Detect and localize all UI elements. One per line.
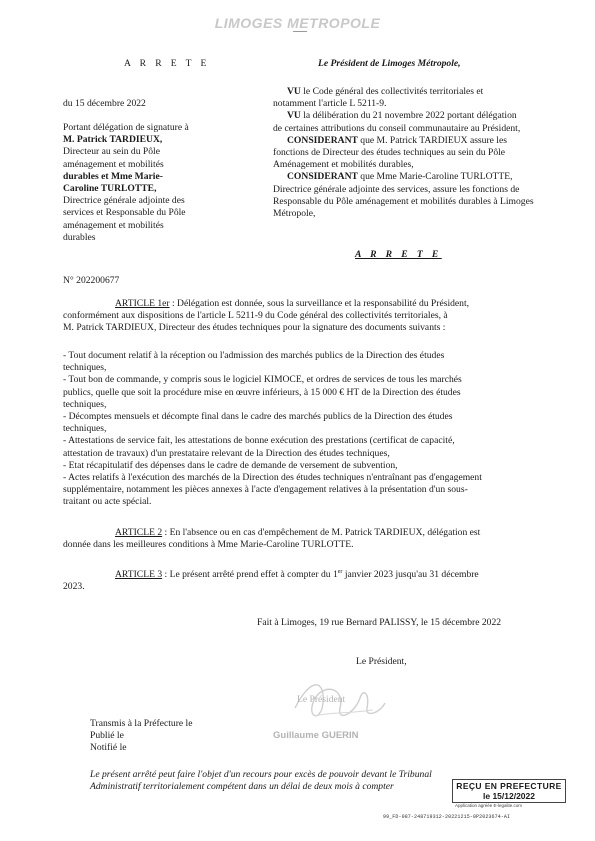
delegated-items bbox=[63, 350, 558, 509]
preamble-text: que M. Patrick TARDIEUX assure les bbox=[357, 134, 507, 146]
preamble-text: de certaines attributions du conseil communautaire au Président, bbox=[273, 122, 521, 134]
summary-line: Directrice générale adjointe des bbox=[63, 195, 185, 207]
decree-date: du 15 décembre 2022 bbox=[63, 98, 146, 109]
transmission-block bbox=[90, 718, 192, 755]
preamble-text: la délibération du 21 novembre 2022 portant délégation bbox=[300, 110, 517, 122]
preamble-lead: VU bbox=[287, 86, 301, 97]
summary-line: aménagement et mobilités bbox=[63, 219, 164, 231]
summary-line: Portant délégation de signature à bbox=[63, 122, 189, 133]
list-item-line: - Etat récapitulatif des dépenses dans le cadre de demande de versement de subvention, bbox=[63, 459, 398, 471]
article-text: M. Patrick TARDIEUX, Directeur des études techniques pour la signature des documents suivants : bbox=[63, 322, 446, 334]
summary-line: Directeur au sein du Pôle bbox=[63, 146, 160, 158]
stamp-received: REÇU EN PREFECTURE bbox=[456, 781, 562, 791]
list-item-line: techniques, bbox=[63, 362, 107, 374]
place-and-date: Fait à Limoges, 19 rue Bernard PALISSY, le 15 décembre 2022 bbox=[257, 617, 502, 628]
list-item-line: supplémentaire, notamment les pièces annexes à l'acte d'engagement relatives à la présentation d'un sous- bbox=[63, 484, 468, 496]
preamble-lead: VU bbox=[287, 110, 301, 122]
list-item bbox=[63, 411, 558, 435]
list-item-line: - Décomptes mensuels et décompte final dans le cadre des marchés publics de la Direction des études bbox=[63, 411, 453, 423]
superscript: er bbox=[337, 569, 343, 575]
article-text: donnée dans les meilleures conditions à Mme Marie-Caroline TURLOTTE. bbox=[63, 539, 354, 551]
transmission-line: Transmis à la Préfecture le bbox=[90, 718, 193, 729]
list-item-line: - Tout document relatif à la réception ou l'admission des marchés publics de la Direction des études bbox=[63, 350, 445, 361]
list-item-line: traitant ou acte spécial. bbox=[63, 496, 152, 508]
arrete-heading-center: A R R E T E bbox=[355, 249, 442, 260]
preamble-text: Responsable du Pôle aménagement et mobilités durables à Limoges bbox=[273, 195, 534, 207]
decree-number: N° 202200677 bbox=[63, 275, 120, 286]
article-text: janvier 2023 jusqu'au 31 décembre bbox=[342, 569, 479, 581]
article-2-label: ARTICLE 2 bbox=[115, 527, 163, 538]
list-item-line: - Actes relatifs à l'exécution des marchés de la Direction des études techniques n'entraînant pas d'engagement bbox=[63, 472, 482, 484]
list-item-line: techniques, bbox=[63, 423, 107, 435]
appeal-notice-line: Administratif territorialement compétent dans un délai de deux mois à compter bbox=[90, 781, 394, 793]
preamble-text: Métropole, bbox=[273, 208, 316, 220]
transmission-code: 99_FD-087-248719312-20221215-0P2023674-AI bbox=[383, 814, 511, 820]
signatory-title: Le Président, bbox=[356, 656, 407, 667]
president-heading: Le Président de Limoges Métropole, bbox=[318, 58, 461, 69]
transmission-line: Notifié le bbox=[90, 742, 127, 754]
preamble-lead: CONSIDERANT bbox=[287, 134, 358, 146]
transmission-line: Publié le bbox=[90, 730, 124, 742]
arrete-heading-left: A R R E T E bbox=[124, 58, 210, 69]
summary-line: durables et Mme Marie- bbox=[63, 170, 163, 182]
list-item-line: techniques, bbox=[63, 398, 107, 410]
article-text: : En l'absence ou en cas d'empêchement de M. Patrick TARDIEUX, délégation est bbox=[162, 527, 481, 538]
article-text: 2023. bbox=[63, 581, 85, 593]
prefecture-receipt-stamp bbox=[452, 779, 566, 803]
preamble bbox=[273, 86, 558, 220]
list-item bbox=[63, 460, 558, 472]
preamble-text: fonctions de Directeur des études techniques au sein du Pôle bbox=[273, 147, 506, 159]
preamble-text: Directrice générale adjointe des services, assure les fonctions de bbox=[273, 183, 520, 195]
article-3-label: ARTICLE 3 bbox=[115, 569, 163, 581]
title-divider bbox=[293, 31, 307, 32]
signatory-name: Guillaume GUERIN bbox=[273, 730, 359, 741]
list-item-line: - Attestations de service fait, les attestations de bonne exécution des prestations (certificat de capacité, bbox=[63, 435, 455, 447]
summary-line: Caroline TURLOTTE, bbox=[63, 183, 157, 195]
summary-line: services et Responsable du Pôle bbox=[63, 207, 186, 219]
faded-signatory-title: Le Président bbox=[297, 694, 346, 705]
summary-line: aménagement et mobilités bbox=[63, 158, 164, 170]
stamp-date: le 15/12/2022 bbox=[483, 791, 535, 801]
summary-line: durables bbox=[63, 231, 96, 243]
preamble-text: Aménagement et mobilités durables, bbox=[273, 159, 414, 171]
list-item-line: - Tout bon de commande, y compris sous le logiciel KIMOCE, et ordres de services de tous les marchés bbox=[63, 374, 462, 386]
preamble-text: notamment l'article L 5211-9. bbox=[273, 98, 387, 110]
decree-summary bbox=[63, 122, 213, 244]
list-item bbox=[63, 472, 558, 509]
list-item-line: publics, quelle que soit la procédure mise en œuvre inférieurs, à 15 000 € HT de la Direction des études bbox=[63, 386, 461, 398]
stamp-application-note: Application agréée E-legalite.com bbox=[455, 803, 523, 808]
article-text: : Le présent arrêté prend effet à compter du 1 bbox=[162, 569, 338, 581]
article-2 bbox=[63, 527, 558, 551]
list-item bbox=[63, 374, 558, 411]
article-text: conformément aux dispositions de l'article L 5211-9 du Code général des collectivités territoriales, à bbox=[63, 310, 448, 322]
article-1-label: ARTICLE 1er bbox=[115, 298, 170, 309]
list-item bbox=[63, 350, 558, 374]
article-3 bbox=[63, 566, 558, 594]
appeal-notice-line: Le présent arrêté peut faire l'objet d'un recours pour excès de pouvoir devant le Tribunal bbox=[90, 769, 432, 780]
preamble-text: le Code général des collectivités territoriales et bbox=[300, 86, 484, 97]
preamble-lead: CONSIDERANT bbox=[287, 171, 358, 183]
article-text: : Délégation est donnée, sous la surveillance et la responsabilité du Président, bbox=[169, 298, 470, 309]
organization-title: LIMOGES METROPOLE bbox=[214, 15, 381, 31]
preamble-text: que Mme Marie-Caroline TURLOTTE, bbox=[357, 171, 513, 183]
list-item-line: attestation de travaux) d'un prestataire relevant de la Direction des études techniques, bbox=[63, 447, 390, 459]
article-1 bbox=[63, 298, 558, 335]
summary-line: M. Patrick TARDIEUX, bbox=[63, 134, 163, 146]
list-item bbox=[63, 435, 558, 459]
